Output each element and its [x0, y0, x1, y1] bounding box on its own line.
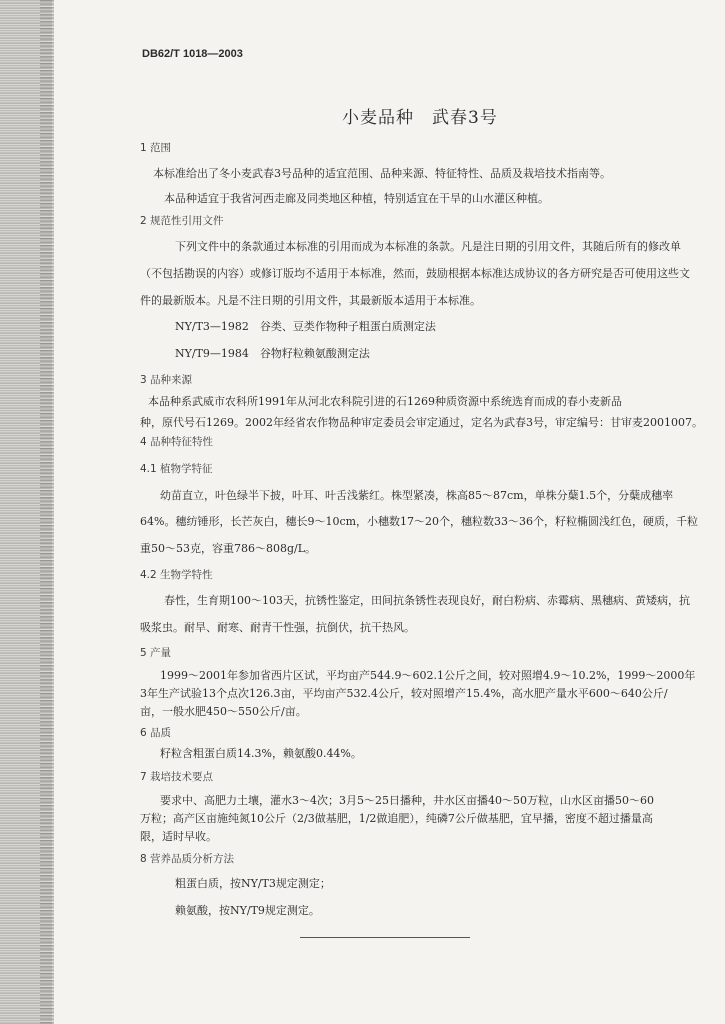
- paragraph-line: 幼苗直立，叶色绿半下披，叶耳、叶舌浅紫红。株型紧凑，株高85～87cm，单株分蘖1.5个，分蘖成穗率: [160, 489, 674, 502]
- document-title: 小麦品种 武春3号: [342, 108, 498, 128]
- section-heading-characteristics: 4 品种特征特性: [140, 436, 214, 448]
- paragraph-line: 1999～2001年参加省西片区试，平均亩产544.9～602.1公斤之间，较对照增4.9～10.2%，1999～2000年: [160, 669, 696, 682]
- paragraph-line: 重50～53克，容重786～808g/L。: [140, 542, 317, 555]
- binding-holes-scan: [40, 0, 54, 1024]
- reference-item: NY/T3—1982 谷类、豆类作物种子粗蛋白质测定法: [175, 320, 436, 333]
- paragraph-line: 种，原代号石1269。2002年经省农作物品种审定委员会审定通过，定名为武春3号，审定编号：甘审麦2001007。: [140, 416, 703, 429]
- end-divider: [300, 937, 470, 938]
- paragraph-line: 籽粒含粗蛋白质14.3%，赖氨酸0.44%。: [160, 747, 362, 760]
- paragraph-line: 亩，一般水肥450～550公斤/亩。: [140, 705, 307, 718]
- section-heading-analysis: 8 营养品质分析方法: [140, 853, 235, 865]
- paragraph-line: 64%。穗纺锤形，长芒灰白，穗长9～10cm，小穗数17～20个，穗粒数33～36个，籽粒椭圆浅红色，硬质，千粒: [140, 515, 699, 528]
- section-heading-origin: 3 品种来源: [140, 374, 193, 386]
- section-heading-scope: 1 范围: [140, 142, 172, 154]
- paragraph-line: 限，适时早收。: [140, 830, 217, 843]
- paragraph-line: 下列文件中的条款通过本标准的引用而成为本标准的条款。凡是注日期的引用文件，其随后所有的修改单: [175, 240, 681, 253]
- paragraph-line: 本品种系武威市农科所1991年从河北农科院引进的石1269种质资源中系统选育而成的春小麦新品: [148, 395, 622, 408]
- paragraph-line: 本品种适宜于我省河西走廊及同类地区种植，特别适宜在干旱的山水灌区种植。: [164, 192, 549, 205]
- paragraph-line: 件的最新版本。凡是不注日期的引用文件，其最新版本适用于本标准。: [140, 294, 481, 307]
- paragraph-line: 吸浆虫。耐旱、耐寒、耐青干性强，抗倒伏，抗干热风。: [140, 621, 415, 634]
- paragraph-line: 本标准给出了冬小麦武春3号品种的适宜范围、品种来源、特征特性、品质及栽培技术指南等。: [153, 167, 611, 180]
- subsection-heading-botanical: 4.1 植物学特征: [140, 463, 213, 475]
- reference-item: NY/T9—1984 谷物籽粒赖氨酸测定法: [175, 347, 370, 360]
- section-heading-yield: 5 产量: [140, 647, 172, 659]
- analysis-item: 赖氨酸，按NY/T9规定测定。: [175, 904, 320, 917]
- paragraph-line: 万粒；高产区亩施纯氮10公斤（2/3做基肥，1/2做追肥），纯磷7公斤做基肥，宜早播，密度不超过播量高: [140, 812, 653, 825]
- analysis-item: 粗蛋白质，按NY/T3规定测定；: [175, 877, 331, 890]
- section-heading-cultivation: 7 栽培技术要点: [140, 771, 214, 783]
- subsection-heading-biological: 4.2 生物学特性: [140, 569, 213, 581]
- section-heading-references: 2 规范性引用文件: [140, 215, 224, 227]
- paragraph-line: 3年生产试验13个点次126.3亩，平均亩产532.4公斤，较对照增产15.4%，高水肥产量水平600～640公斤/: [140, 687, 668, 700]
- paragraph-line: 春性，生育期100～103天，抗锈性鉴定，田间抗条锈性表现良好，耐白粉病、赤霉病、黑穗病、黄矮病，抗: [164, 594, 690, 607]
- section-heading-quality: 6 品质: [140, 727, 172, 739]
- paragraph-line: （不包括勘误的内容）或修订版均不适用于本标准，然而，鼓励根据本标准达成协议的各方研究是否可使用这些文: [140, 267, 690, 280]
- standard-code: DB62/T 1018—2003: [142, 48, 243, 60]
- paragraph-line: 要求中、高肥力土壤，灌水3～4次；3月5～25日播种，井水区亩播40～50万粒，山水区亩播50～60: [160, 794, 654, 807]
